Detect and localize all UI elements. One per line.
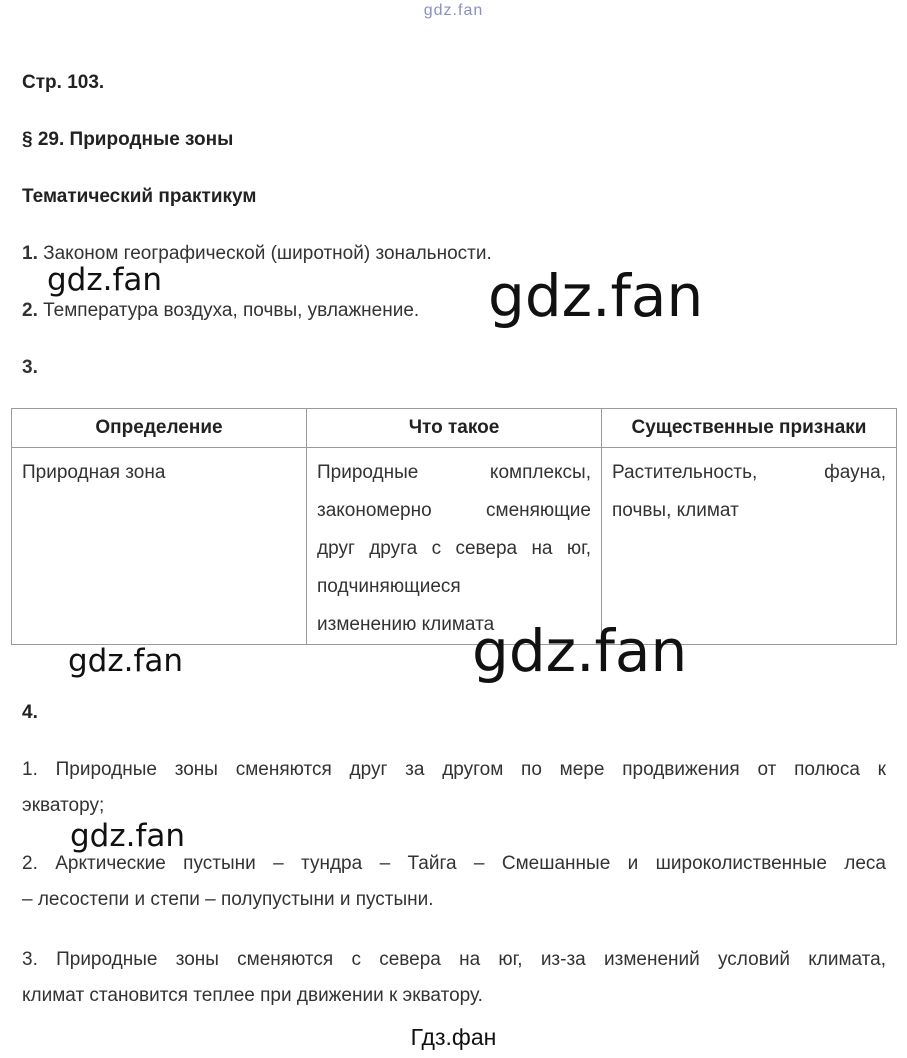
term-text: Природная зона <box>22 462 166 483</box>
cell-features <box>602 448 897 645</box>
cell-what-is <box>307 448 602 645</box>
header-what-is: Что такое <box>307 409 602 448</box>
watermark: gdz.fan <box>488 262 704 330</box>
q4-item-3-line: климат становится теплее при движении к экватору. <box>22 985 483 1006</box>
table-row <box>12 448 897 645</box>
q4-item-1-line: экватору; <box>22 795 105 816</box>
what-line: друг друга с севера на юг, <box>317 538 591 559</box>
what-line: Природные комплексы, <box>317 462 591 483</box>
cell-term <box>12 448 307 645</box>
features-line: почвы, климат <box>612 500 739 521</box>
answer-1-text: Законом географической (широтной) зональности. <box>37 243 492 264</box>
section-title: § 29. Природные зоны <box>22 129 234 150</box>
what-line: изменению климата <box>317 614 495 635</box>
header-definition: Определение <box>12 409 307 448</box>
answer-2-text: Температура воздуха, почвы, увлажнение. <box>37 300 420 321</box>
what-line: закономерно сменяющие <box>317 500 591 521</box>
q4-item-3-line: 3. Природные зоны сменяются с севера на юг, из-за изменений условий климата, <box>22 949 886 970</box>
header-features: Существенные признаки <box>602 409 897 448</box>
watermark: gdz.fan <box>472 617 688 685</box>
q4-item-2 <box>22 846 886 918</box>
page-reference: Стр. 103. <box>22 72 105 93</box>
q4-item-1 <box>22 752 886 824</box>
table-header-row <box>12 409 897 448</box>
watermark-bottom: Гдз.фан <box>410 1024 497 1050</box>
watermark: gdz.fan <box>68 643 184 679</box>
watermark: gdz.fan <box>70 818 186 854</box>
answer-2 <box>22 300 419 322</box>
q4-item-3 <box>22 942 886 1014</box>
question-4-label: 4. <box>22 702 38 723</box>
watermark: gdz.fan <box>47 262 163 298</box>
what-line: подчиняющиеся <box>317 576 461 597</box>
q4-item-2-line: – лесостепи и степи – полупустыни и пустыни. <box>22 889 434 910</box>
watermark-top: gdz.fan <box>423 2 484 19</box>
features-line: Растительность, фауна, <box>612 462 886 483</box>
answer-1-number: 1. <box>22 243 38 264</box>
answer-3-number: 3. <box>22 357 38 378</box>
answer-2-number: 2. <box>22 300 38 321</box>
answer-3 <box>22 357 38 379</box>
practicum-subtitle: Тематический практикум <box>22 186 257 207</box>
answer-table <box>11 408 897 645</box>
q4-item-1-line: 1. Природные зоны сменяются друг за другом по мере продвижения от полюса к <box>22 759 886 780</box>
q4-item-2-line: 2. Арктические пустыни – тундра – Тайга – Смешанные и широколиственные леса <box>22 853 886 874</box>
